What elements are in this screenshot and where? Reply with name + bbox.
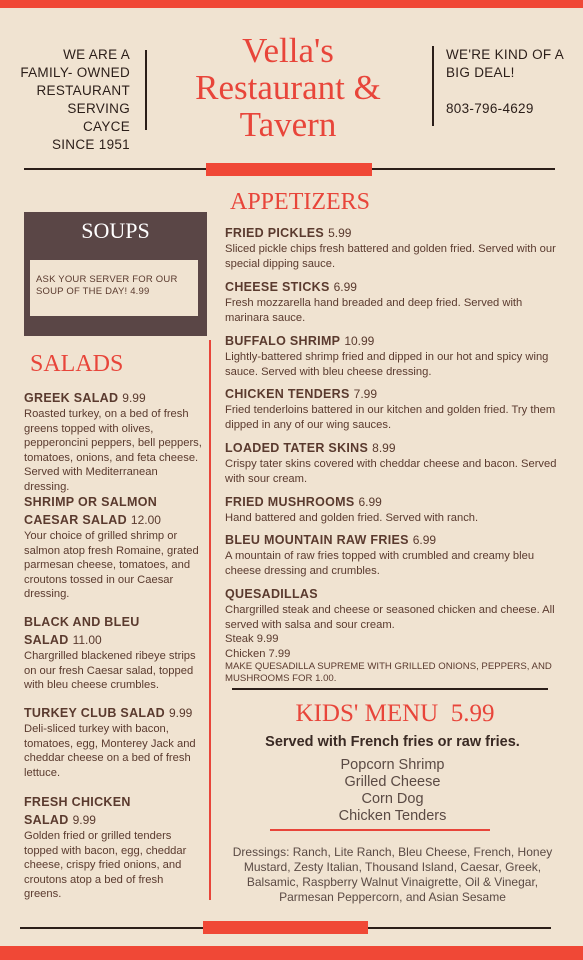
item-description: Your choice of grilled shrimp or salmon atop fresh Romaine, grated parmesan cheese, tomatoes, and croutons tossed in our Caesar dressing.	[24, 530, 199, 600]
menu-item	[225, 224, 560, 271]
item-name: BUFFALO SHRIMP	[225, 334, 341, 348]
title-line: Vella's	[242, 31, 334, 70]
menu-item	[24, 613, 196, 693]
item-description: Fried tenderloins battered in our kitchen and golden fried. Try them dipped in any of our wing sauces.	[225, 404, 556, 431]
kids-item: Grilled Cheese	[344, 774, 441, 790]
header-tagline	[20, 46, 130, 154]
tagline-line: RESTAURANT	[36, 83, 130, 98]
menu-item	[24, 793, 202, 902]
item-description: Fresh mozzarella hand breaded and deep fried. Served with marinara sauce.	[225, 297, 523, 324]
item-name: SHRIMP OR SALMON CAESAR SALAD	[24, 495, 158, 527]
kids-menu-title	[260, 700, 530, 728]
item-price: 9.99	[168, 706, 193, 720]
kids-item: Popcorn Shrimp	[340, 757, 445, 773]
header-divider-right	[432, 46, 434, 126]
tagline-line: SINCE 1951	[51, 137, 130, 152]
kids-item: Chicken Tenders	[338, 808, 447, 824]
item-price: 12.00	[130, 513, 161, 527]
item-price: 7.99	[353, 387, 378, 401]
kids-item: Corn Dog	[361, 791, 424, 807]
menu-item	[225, 493, 560, 526]
tagline-line: SERVING CAYCE	[67, 101, 130, 134]
item-name: CHEESE STICKS	[225, 280, 330, 294]
menu-item	[24, 389, 202, 494]
kids-title-text: KIDS' MENU	[295, 700, 439, 727]
item-price: 10.99	[344, 334, 375, 348]
item-note: MAKE QUESADILLA SUPREME WITH GRILLED ONIONS, PEPPERS, AND MUSHROOMS FOR 1.00.	[225, 661, 552, 684]
item-name: LOADED TATER SKINS	[225, 441, 369, 455]
phone-number: 803-796-4629	[446, 101, 534, 116]
item-price: 9.99	[122, 391, 146, 405]
item-name: FRIED PICKLES	[225, 226, 325, 240]
menu-item	[24, 493, 202, 602]
item-name: TURKEY CLUB SALAD	[24, 706, 165, 720]
item-price: 6.99	[333, 280, 357, 294]
item-name: QUESADILLAS	[225, 587, 318, 601]
item-description: Hand battered and golden fried. Served with ranch.	[225, 512, 479, 524]
item-description: Crispy tater skins covered with cheddar cheese and bacon. Served with sour cream.	[225, 458, 557, 485]
item-name: FRESH CHICKEN SALAD	[24, 795, 131, 827]
top-red-bar	[0, 0, 583, 8]
soups-note: ASK YOUR SERVER FOR OUR SOUP OF THE DAY! 4.99	[30, 260, 198, 316]
item-name: GREEK SALAD	[24, 391, 119, 405]
menu-item	[225, 531, 560, 578]
item-price: 6.99	[358, 495, 382, 509]
menu-item	[225, 585, 560, 685]
salads-title: SALADS	[30, 351, 124, 377]
dressings-list: Dressings: Ranch, Lite Ranch, Bleu Cheese, French, Honey Mustard, Zesty Italian, Thousand Island, Caesar, Greek, Balsamic, Raspberry Walnut Vinaigrette, Oil & Vinegar, Parmesan Peppercorn, and Asian Sesame	[232, 845, 553, 904]
column-divider	[209, 340, 211, 900]
item-description: Deli-sliced turkey with bacon, tomatoes, egg, Monterey Jack and cheddar cheese on a bed of fresh lettuce.	[24, 723, 196, 779]
restaurant-title	[160, 32, 416, 143]
kids-red-rule	[270, 829, 490, 831]
item-price: 6.99	[412, 533, 437, 547]
menu-item	[225, 278, 560, 325]
item-description: Sliced pickle chips fresh battered and golden fried. Served with our special dipping sauce.	[225, 243, 556, 270]
kids-price: 5.99	[450, 700, 495, 727]
item-option: Steak 9.99	[225, 633, 279, 645]
footer-rule-accent	[203, 921, 368, 934]
soups-title: SOUPS	[81, 218, 150, 243]
tagline-line: FAMILY- OWNED	[20, 65, 130, 80]
menu-item	[225, 332, 560, 379]
header-divider-left	[145, 50, 147, 130]
item-name: FRIED MUSHROOMS	[225, 495, 355, 509]
menu-item	[225, 439, 560, 486]
slogan-line: WE'RE KIND OF A	[446, 47, 565, 62]
item-price: 5.99	[328, 226, 352, 240]
item-description: Roasted turkey, on a bed of fresh greens topped with olives, pepperoncini peppers, bell peppers, tomatoes, onions, and feta cheese. Served with Mediterranean dressing.	[24, 408, 202, 493]
menu-item	[24, 704, 202, 780]
appetizers-title: APPETIZERS	[230, 189, 371, 215]
tagline-line: WE ARE A	[63, 47, 130, 62]
item-description: Lightly-battered shrimp fried and dipped in our hot and spicy wing sauce. Served with bleu cheese dressing.	[225, 351, 549, 378]
menu-item	[225, 385, 560, 432]
item-name: CHICKEN TENDERS	[225, 387, 350, 401]
item-name: BLEU MOUNTAIN RAW FRIES	[225, 533, 409, 547]
item-price: 11.00	[72, 633, 102, 647]
title-line: Tavern	[239, 105, 337, 144]
item-description: Chargrilled steak and cheese or seasoned chicken and cheese. All served with salsa and sour cream.	[225, 604, 555, 631]
item-option: Chicken 7.99	[225, 647, 291, 660]
item-description: Chargrilled blackened ribeye strips on our fresh Caesar salad, topped with bleu cheese crumbles.	[24, 650, 196, 691]
item-name: BLACK AND BLEU SALAD	[24, 615, 140, 647]
item-price: 9.99	[72, 813, 96, 827]
slogan-line: BIG DEAL!	[446, 65, 515, 80]
kids-subtitle: Served with French fries or raw fries.	[265, 734, 520, 750]
item-description: Golden fried or grilled tenders topped with bacon, egg, cheddar cheese, crispy fried onions, and croutons atop a bed of fresh greens.	[24, 830, 187, 900]
item-description: A mountain of raw fries topped with crumbled and creamy bleu cheese dressing and crumbles.	[225, 550, 535, 577]
header-right-info	[446, 46, 576, 118]
bottom-red-bar	[0, 946, 583, 960]
kids-rule	[232, 688, 548, 690]
title-line: Restaurant &	[195, 68, 381, 107]
item-price: 8.99	[372, 441, 396, 455]
header-rule-accent	[206, 163, 372, 176]
